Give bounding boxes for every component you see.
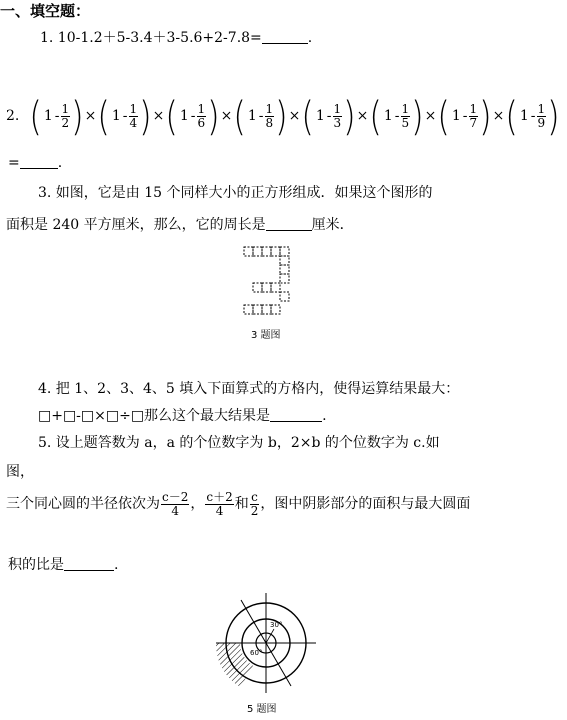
right-paren: ) (547, 92, 560, 140)
one: 1 (519, 108, 529, 124)
fraction-denominator: 8 (265, 115, 274, 130)
question-5-line-4: 积的比是 . (8, 557, 119, 573)
factor-6 (369, 92, 424, 140)
left-paren: ( (233, 92, 246, 140)
fraction-denominator: 3 (333, 115, 342, 130)
minus-sign: - (530, 108, 536, 124)
fraction-numerator: 1 (265, 101, 274, 116)
question-2-tail: = . (8, 155, 63, 171)
minus-sign: - (258, 108, 264, 124)
one: 1 (451, 108, 461, 124)
fraction-numerator: 1 (61, 101, 70, 116)
answer-blank-5[interactable] (64, 556, 114, 571)
minus-sign: - (190, 108, 196, 124)
right-paren: ) (139, 92, 152, 140)
section-title: 一、填空题： (0, 2, 91, 20)
question-5-line-2: 图， (6, 464, 34, 480)
one: 1 (383, 108, 393, 124)
one: 1 (43, 108, 53, 124)
fraction-numerator: 1 (537, 101, 546, 116)
question-2-expression (6, 93, 560, 139)
factor-7 (437, 92, 492, 140)
minus-sign: - (54, 108, 60, 124)
radius-fraction-1: $\frac{c-2}{4}$ (162, 489, 189, 518)
right-paren: ) (343, 92, 356, 140)
right-paren: ) (207, 92, 220, 140)
factor-1 (29, 92, 84, 140)
left-paren: ( (301, 92, 314, 140)
fraction-denominator: 6 (197, 115, 206, 130)
right-paren: ) (479, 92, 492, 140)
figure-3-caption: 3 题图 (251, 330, 281, 341)
fraction-numerator: 1 (469, 101, 478, 116)
square-figure (238, 244, 294, 324)
right-paren: ) (71, 92, 84, 140)
fraction-numerator: 1 (333, 101, 342, 116)
fraction-denominator: 7 (469, 115, 478, 130)
factor-5 (301, 92, 356, 140)
times-sign: × (492, 108, 505, 124)
right-paren: ) (411, 92, 424, 140)
one: 1 (315, 108, 325, 124)
angle-label-bottom: 60° (250, 649, 263, 657)
times-sign: × (152, 108, 165, 124)
answer-blank-1[interactable] (262, 29, 308, 44)
fraction (401, 103, 411, 130)
fraction (197, 103, 207, 130)
concentric-circles-figure (214, 591, 318, 695)
question-5-line-3: 三个同心圆的半径依次为 $\frac{c-2}{4}$ ， $\frac{c+2}{4}$ 和 $\frac{c}{2}$ ，图中阴影部分的面积与最大圆面 (6, 489, 471, 518)
fraction (61, 103, 71, 130)
question-1: 1. 10-1.2＋5-3.4＋3-5.6+2-7.8= . (40, 30, 313, 46)
figure-5-caption: 5 题图 (247, 704, 277, 715)
one: 1 (247, 108, 257, 124)
fraction (129, 103, 139, 130)
question-3-line-1: 3. 如图，它是由 15 个同样大小的正方形组成．如果这个图形的 (38, 185, 433, 201)
right-paren: ) (275, 92, 288, 140)
question-5-line-1: 5. 设上题答数为 a，a 的个位数字为 b，2×b 的个位数字为 c.如 (38, 435, 440, 451)
one: 1 (179, 108, 189, 124)
question-4-line-2: □+□-□×□÷□那么这个最大结果是 . (38, 408, 327, 424)
answer-blank-2[interactable] (20, 154, 58, 169)
factor-4 (233, 92, 288, 140)
answer-blank-4[interactable] (270, 407, 322, 422)
fraction (333, 103, 343, 130)
factor-8 (505, 92, 560, 140)
times-sign: × (288, 108, 301, 124)
left-paren: ( (505, 92, 518, 140)
angle-label-top: 30° (270, 621, 283, 629)
question-3-line-2: 面积是 240 平方厘米，那么，它的周长是 厘米． (6, 217, 354, 233)
left-paren: ( (29, 92, 42, 140)
left-paren: ( (165, 92, 178, 140)
fraction-denominator: 4 (129, 115, 138, 130)
minus-sign: - (122, 108, 128, 124)
radius-fraction-3: $\frac{c}{2}$ (250, 489, 259, 518)
minus-sign: - (462, 108, 468, 124)
fraction-numerator: 1 (129, 101, 138, 116)
shaded-region (216, 643, 253, 687)
fraction-denominator: 2 (61, 115, 70, 130)
fraction-denominator: 5 (401, 115, 410, 130)
answer-blank-3[interactable] (266, 216, 312, 231)
factor-3 (165, 92, 220, 140)
factor-2 (97, 92, 152, 140)
times-sign: × (84, 108, 97, 124)
left-paren: ( (97, 92, 110, 140)
question-4-line-1: 4. 把 1、2、3、4、5 填入下面算式的方格内，使得运算结果最大： (38, 381, 460, 397)
minus-sign: - (326, 108, 332, 124)
one: 1 (111, 108, 121, 124)
fraction-numerator: 1 (197, 101, 206, 116)
fraction (469, 103, 479, 130)
minus-sign: - (394, 108, 400, 124)
question-1-text: 1. 10-1.2＋5-3.4＋3-5.6+2-7.8= (40, 30, 262, 46)
times-sign: × (220, 108, 233, 124)
times-sign: × (424, 108, 437, 124)
fraction-numerator: 1 (401, 101, 410, 116)
left-paren: ( (437, 92, 450, 140)
question-2-number: 2. (6, 108, 20, 124)
left-paren: ( (369, 92, 382, 140)
radius-fraction-2: $\frac{c+2}{4}$ (206, 489, 233, 518)
times-sign: × (356, 108, 369, 124)
fraction (265, 103, 275, 130)
fraction (537, 103, 547, 130)
fraction-denominator: 9 (537, 115, 546, 130)
